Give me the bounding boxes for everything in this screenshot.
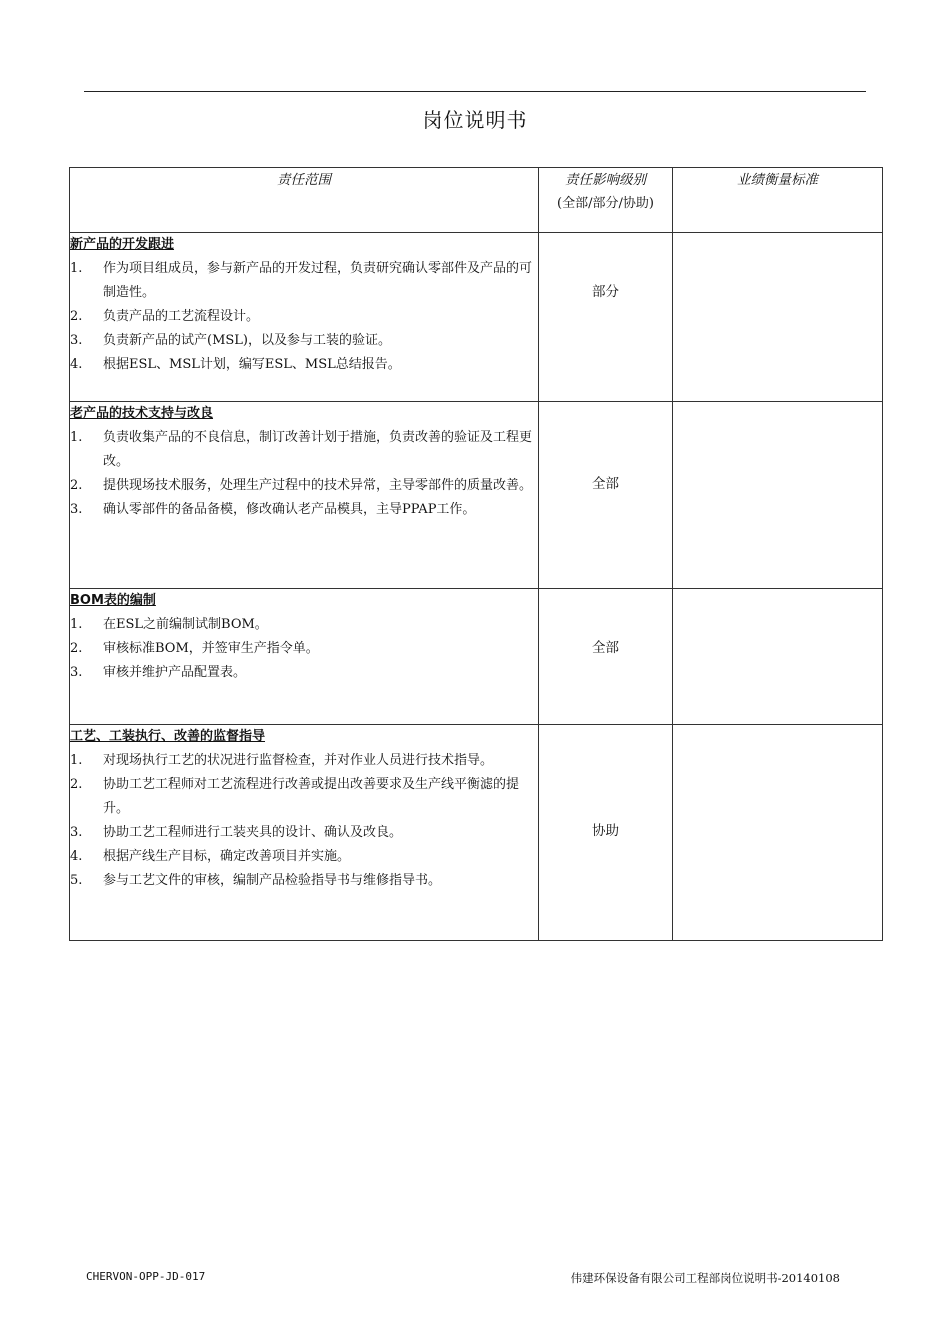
item-number: 2. xyxy=(70,777,83,792)
item-text: 负责新产品的试产(MSL)，以及参与工装的验证。 xyxy=(103,333,391,348)
list-item xyxy=(70,845,538,869)
item-number: 3. xyxy=(70,502,83,517)
header-level-sub: (全部/部分/协助) xyxy=(557,196,654,211)
header-scope: 责任范围 xyxy=(70,168,539,233)
list-item xyxy=(70,305,538,329)
item-number: 1. xyxy=(70,617,83,632)
item-number: 3. xyxy=(70,665,83,680)
level-cell: 协助 xyxy=(539,725,673,941)
level-cell: 全部 xyxy=(539,402,673,589)
item-text: 确认零部件的备品备模，修改确认老产品模具，主导PPAP工作。 xyxy=(103,502,476,517)
scope-cell xyxy=(70,233,539,402)
metric-cell xyxy=(673,725,883,941)
list-item xyxy=(70,749,538,773)
item-text: 提供现场技术服务，处理生产过程中的技术异常，主导零部件的质量改善。 xyxy=(103,478,533,493)
item-text: 在ESL之前编制试制BOM。 xyxy=(103,617,268,632)
item-text: 审核并维护产品配置表。 xyxy=(103,665,247,680)
level-cell: 全部 xyxy=(539,589,673,725)
section-title: BOM表的编制 xyxy=(70,593,156,608)
item-text: 根据ESL、MSL计划，编写ESL、MSL总结报告。 xyxy=(103,357,401,372)
item-number: 4. xyxy=(70,357,83,372)
responsibility-table xyxy=(69,167,883,941)
list-item xyxy=(70,426,538,474)
metric-cell xyxy=(673,589,883,725)
list-item xyxy=(70,257,538,305)
header-level-label: 责任影响级别 xyxy=(565,172,646,188)
table-header-row xyxy=(70,168,883,233)
table-row xyxy=(70,233,883,402)
list-item xyxy=(70,329,538,353)
metric-cell xyxy=(673,233,883,402)
item-text: 对现场执行工艺的状况进行监督检查，并对作业人员进行技术指导。 xyxy=(103,753,494,768)
header-metric: 业绩衡量标准 xyxy=(673,168,883,233)
list-item xyxy=(70,474,538,498)
item-text: 负责收集产品的不良信息，制订改善计划于措施，负责改善的验证及工程更改。 xyxy=(103,430,533,469)
item-text: 负责产品的工艺流程设计。 xyxy=(103,309,260,324)
item-text: 参与工艺文件的审核，编制产品检验指导书与维修指导书。 xyxy=(103,873,442,888)
list-item xyxy=(70,353,538,377)
list-item xyxy=(70,821,538,845)
item-list xyxy=(70,613,538,685)
list-item xyxy=(70,661,538,685)
list-item xyxy=(70,637,538,661)
header-level xyxy=(539,168,673,233)
section-title: 工艺、工装执行、改善的监督指导 xyxy=(70,729,266,744)
item-number: 4. xyxy=(70,849,83,864)
item-number: 2. xyxy=(70,309,83,324)
footer-doc-reference: 伟建环保设备有限公司工程部岗位说明书-20140108 xyxy=(570,1271,840,1285)
scope-cell xyxy=(70,589,539,725)
item-text: 根据产线生产目标，确定改善项目并实施。 xyxy=(103,849,351,864)
item-list xyxy=(70,426,538,522)
item-number: 2. xyxy=(70,478,83,493)
item-text: 协助工艺工程师对工艺流程进行改善或提出改善要求及生产线平衡滤的提升。 xyxy=(103,777,520,816)
item-list xyxy=(70,257,538,377)
item-number: 1. xyxy=(70,430,83,445)
section-title: 新产品的开发跟进 xyxy=(70,237,175,252)
header-rule xyxy=(84,91,866,92)
level-cell: 部分 xyxy=(539,233,673,402)
scope-cell xyxy=(70,402,539,589)
list-item xyxy=(70,613,538,637)
table-row xyxy=(70,589,883,725)
document-title: 岗位说明书 xyxy=(422,108,528,132)
item-list xyxy=(70,749,538,893)
section-title: 老产品的技术支持与改良 xyxy=(70,406,214,421)
list-item xyxy=(70,773,538,821)
item-number: 3. xyxy=(70,825,83,840)
item-number: 5. xyxy=(70,873,83,888)
item-number: 1. xyxy=(70,753,83,768)
item-text: 协助工艺工程师进行工装夹具的设计、确认及改良。 xyxy=(103,825,403,840)
item-number: 3. xyxy=(70,333,83,348)
list-item xyxy=(70,498,538,522)
list-item xyxy=(70,869,538,893)
scope-cell xyxy=(70,725,539,941)
table-row xyxy=(70,402,883,589)
item-text: 作为项目组成员，参与新产品的开发过程，负责研究确认零部件及产品的可制造性。 xyxy=(103,261,533,300)
table-row xyxy=(70,725,883,941)
metric-cell xyxy=(673,402,883,589)
item-number: 2. xyxy=(70,641,83,656)
item-text: 审核标准BOM，并签审生产指令单。 xyxy=(103,641,319,656)
footer-doc-code: CHERVON-OPP-JD-017 xyxy=(86,1270,206,1283)
item-number: 1. xyxy=(70,261,83,276)
